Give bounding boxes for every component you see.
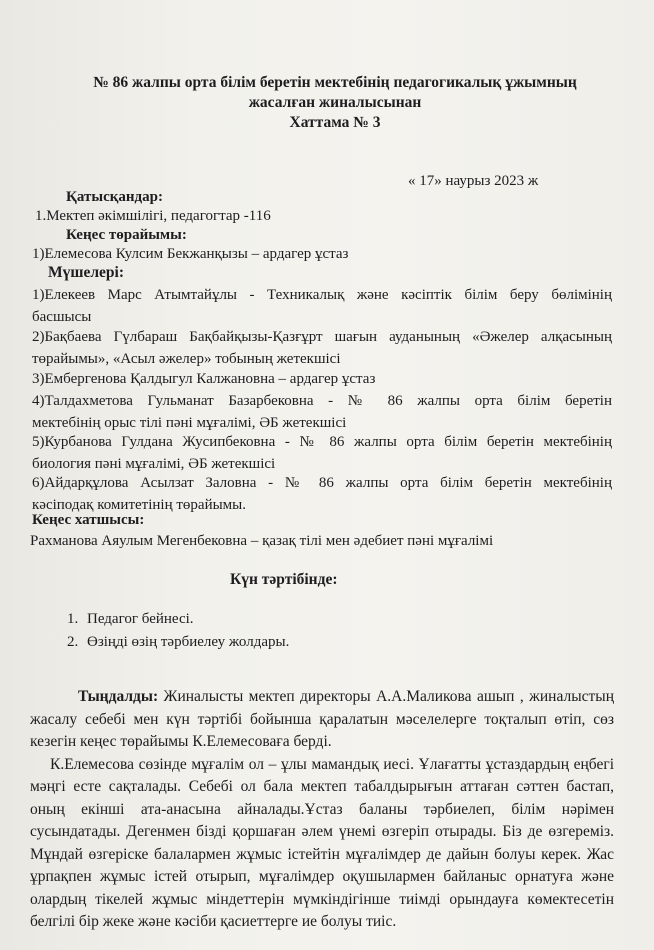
member-item — [32, 285, 612, 328]
member-line: 3)Ембергенова Қалдыгул Калжановна – ардагер ұстаз — [32, 371, 376, 387]
member-line: 1)Елекеев Марс Атымтайұлы - Техникалық және кәсіптік білім беру бөлімінің — [32, 287, 612, 303]
speech-paragraph: К.Елемесова сөзінде мұғалім ол – ұлы мамандық иесі. Ұлағатты ұстаздардың еңбегі мәңгі есте сақталады. Себебі ол бала мектеп табалдырығын аттаған сәттен бастап, оның екінші ата-анасына айналады.Ұстаз баланы тәрбиелеп, білім нәрімен сусындатады. Дегенмен бізді қоршаған әлем үнемі өзгеріп отырады. Біз де өзгереміз. Мұндай өзгеріске балалармен жұмыс істейтін мұғалімдер де дайын болуы керек. Жас ұрпақпен жұмыс істей отырып, мұғалімдер оқушылармен байланыс орнатуға және олардың тікелей жұмыс міндеттерін мүмкіндігінше тиімді орындауға көмектесетін белгілі бір жеке және кәсіби қасиеттерге ие болуы тиіс. — [30, 755, 614, 930]
member-line: мектебінің орыс тілі пәні мұғалімі, ӘБ жетекшісі — [32, 414, 347, 431]
secretary-label: Кеңес хатшысы: — [32, 512, 145, 528]
chair-label: Кеңес төрайымы: — [66, 227, 187, 243]
member-item — [32, 369, 612, 391]
member-item — [32, 391, 612, 434]
member-line: 4)Талдахметова Гульманат Базарбековна - № 86 жалпы орта білім беретін — [32, 393, 612, 409]
member-line: төрайымы», «Асыл әжелер» тобының жетекшісі — [32, 350, 341, 367]
member-line: басшысы — [32, 308, 92, 325]
agenda-text: Өзіңді өзің тәрбиелеу жолдары. — [87, 634, 290, 650]
participants-value: 1.Мектеп әкімшілігі, педагогтар -116 — [35, 208, 271, 224]
heard-text: Жиналысты мектеп директоры А.А.Маликова ашып , жиналыстың жасалу себебі мен күн тәртібі бойынша қаралатын мәселелерге тоқталып өтіп, сөз кезегін кеңес төрайымы К.Елемесоваға берді. — [30, 688, 614, 750]
member-line: 5)Курбанова Гулдана Жусипбековна - № 86 жалпы орта білім беретін мектебінің — [32, 434, 612, 450]
participants-label: Қатысқандар: — [66, 189, 163, 205]
agenda-title: Күн тәртібінде: — [230, 571, 338, 588]
member-item — [32, 432, 612, 475]
secretary-value: Рахманова Аяулым Мегенбековна – қазақ тілі мен әдебиет пәні мұғалімі — [30, 533, 494, 549]
header-line-3: Хаттама № 3 — [289, 114, 381, 131]
document-date: « 17» наурыз 2023 ж — [408, 173, 539, 189]
agenda-item — [67, 608, 289, 631]
member-item — [32, 327, 612, 370]
document-header — [60, 73, 610, 133]
agenda-number: 1. — [67, 611, 79, 627]
members-label: Мүшелері: — [48, 264, 125, 281]
member-line: 2)Бақбаева Гүлбараш Бақбайқызы-Қазғұрт шағын ауданының «Әжелер алқасының — [32, 329, 612, 345]
minutes-body — [30, 686, 614, 934]
agenda-number: 2. — [67, 634, 79, 650]
heard-paragraph — [30, 686, 614, 754]
agenda-item — [67, 631, 289, 654]
chair-value: 1)Елемесова Кулсим Бекжанқызы – ардагер ұстаз — [32, 246, 349, 262]
agenda-text: Педагог бейнесі. — [87, 611, 194, 627]
heard-label: Тыңдалды: — [78, 688, 159, 705]
member-line: кәсіподақ комитетінің төрайымы. — [32, 496, 246, 513]
agenda-list — [67, 608, 289, 654]
header-line-2: жасалған жиналысынан — [248, 94, 422, 111]
member-line: 6)Айдарқұлова Асылзат Заловна - № 86 жалпы орта білім беретін мектебінің — [32, 475, 612, 491]
header-line-1: № 86 жалпы орта білім беретін мектебінің педагогикалық ұжымның — [93, 74, 577, 91]
member-line: биология пәні мұғалімі, ӘБ жетекшісі — [32, 455, 276, 472]
